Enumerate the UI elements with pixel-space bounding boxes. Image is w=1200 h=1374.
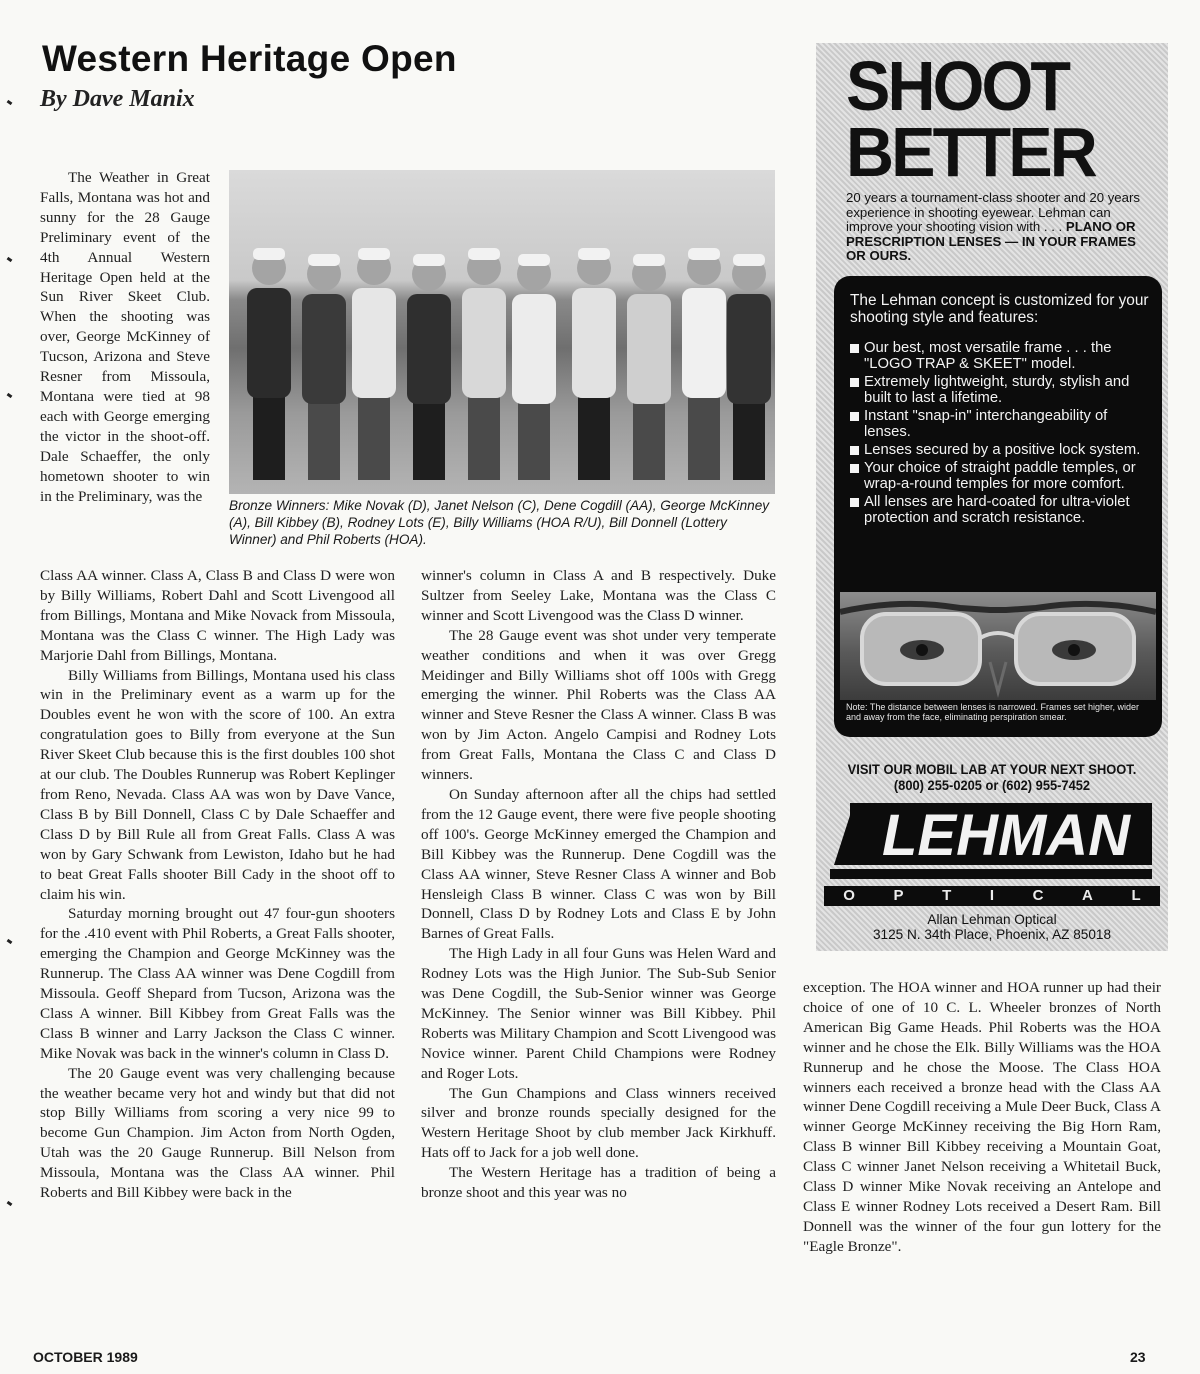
person-figure (462, 248, 506, 480)
optical-letter-bar (824, 886, 1160, 906)
ad-phone-numbers: (800) 255-0205 or (602) 955-7452 (893, 777, 1091, 793)
article-paragraph: The Gun Champions and Class winners received silver and bronze rounds specially designed for the Western Heritage Shoot by club member Jack Kirkhuff. Hats off to Jack for a job well done. (421, 1084, 776, 1162)
optical-letter: C (1032, 887, 1044, 904)
ad-intro (846, 191, 1156, 264)
ad-feature-text: Lenses secured by a positive lock system. (864, 442, 1141, 458)
article-paragraph: Class AA winner. Class A, Class B and Class D were won by Billy Williams, Robert Dahl and Scott Livengood all from Billings, Montana and Mike Novack from Missoula, Montana was the Class C winner. The High Lady was Marjorie Dahl from Billings, Montana. (40, 567, 395, 664)
lehman-optical-advertisement (816, 43, 1168, 951)
square-bullet-icon (850, 412, 859, 421)
ad-feature-item (848, 408, 1154, 440)
optical-letter: P (893, 887, 904, 904)
article-paragraph: On Sunday afternoon after all the chips had settled from the 12 Gauge event, there were five people shooting off 100's. George McKinney emerged the Champion and Bill Kibbey was the Runnerup. Dene Cogdill was the Class AA winner, Steve Resner Class A winner and Bob Hensleigh Class B winner. Class C was won by Bill Donnell, Class D by Rodney Lots and Class E by John Barnes of Great Falls. (421, 785, 776, 943)
ad-street-address: 3125 N. 34th Place, Phoenix, AZ 85018 (872, 927, 1112, 942)
ad-visit-block (830, 761, 1154, 793)
article-title: Western Heritage Open (42, 38, 457, 79)
ad-note: Note: The distance between lenses is narrowed. Frames set higher, wider and away from the face, eliminating perspiration smear. (846, 702, 1139, 722)
lehman-logo (830, 801, 1152, 883)
ad-feature-text: Instant "snap-in" interchangeability of lenses. (864, 408, 1108, 440)
ad-feature-text: Your choice of straight paddle temples, or wrap-a-round temples for more comfort. (864, 460, 1136, 492)
optical-letter: T (942, 887, 952, 904)
ad-address (816, 912, 1168, 942)
margin-mark (7, 1201, 13, 1206)
ad-intro-bold: PLANO OR PRESCRIPTION LENSES — IN YOUR FRAMES OR OURS. (846, 219, 1136, 264)
person-figure (247, 248, 291, 480)
photo-illustration (229, 170, 775, 494)
margin-mark (7, 939, 13, 944)
article-column-1 (40, 566, 395, 1203)
article-paragraph: exception. The HOA winner and HOA runner up had their choice of one of 10 C. L. Wheeler bronzes of North American Big Game Heads. Phil Roberts was the HOA winner and he chose the Elk. Billy Williams was the HOA Runnerup and he chose the Moose. The Class HOA winners each received a bronze head with the Class AA winner Dene Cogdill receiving a Mule Deer Buck, Class A winner George McKinney receiving the Big Horn Ram, Class B winner Bill Kibbey receiving a Mountain Goat, Class C winner Janet Nelson receiving a Whitetail Buck, Class D winner Mike Novak receiving an Antelope and Class E winner Rodney Lots received a Desert Ram. Bill Donnell was the winner of the four gun lottery for the "Eagle Bronze". (803, 979, 1161, 1255)
bronze-winners-photo (229, 170, 775, 494)
ad-headline-line: BETTER (846, 113, 1095, 191)
article-paragraph: The 28 Gauge event was shot under very temperate weather conditions and when it was over Gregg Meidinger and Billy Williams shot off 100s with Gregg emerging the winner. Phil Roberts was the Class AA winner and Steve Resner the Class A winner. Class B was won by Jim Acton. Angelo Campisi and Rodney Lots from Great Falls, Montana the Class C and Class D winners. (421, 626, 776, 784)
square-bullet-icon (850, 498, 859, 507)
page-number: 23 (1130, 1349, 1146, 1365)
article-paragraph: Billy Williams from Billings, Montana used his class win in the Preliminary event as a warm up for the Doubles event he won with the score of 100. An extra congratulation goes to Billy from everyone at the Sun River Skeet Club because this is the first doubles 100 shot at our club. The Doubles Runnerup was Robert Keplinger from Reno, Nevada. Class AA was won by Dave Vance, Class B by Bill Donnell, Class C by Dale Schaeffer and Class D by Bill Rule all from Great Falls. Class A was won by Gary Schwank from Lewiston, Idaho but he had to beat Great Falls shooter Bill Cady in the shoot off to claim his win. (40, 666, 395, 903)
article-byline: By Dave Manix (40, 86, 195, 112)
person-figure (352, 248, 396, 480)
ad-feature-item (848, 374, 1154, 406)
article-paragraph: The High Lady in all four Guns was Helen Ward and Rodney Lots was the High Junior. The Sub-Sub Senior was Dene Cogdill, the Sub-Senior winner was George McKinney. The Senior winner was Bill Kibbey. Phil Roberts was Military Champion and Scott Livengood was Novice winner. Parent Child Champions were Rodney and Roger Lots. (421, 945, 776, 1082)
optical-letter: L (1131, 887, 1141, 904)
article-column-1-top (40, 168, 210, 506)
article-paragraph: The Western Heritage has a tradition of being a bronze shoot and this year was no (421, 1164, 776, 1202)
ad-feature-item (848, 460, 1154, 492)
lehman-logo-text: LEHMAN (881, 803, 1131, 868)
article-column-3 (803, 978, 1161, 1257)
square-bullet-icon (850, 378, 859, 387)
photo-caption: Bronze Winners: Mike Novak (D), Janet Nelson (C), Dene Cogdill (AA), George McKinney (A), Bill Kibbey (B), Rodney Lots (E), Billy Williams (HOA R/U), Bill Donnell (Lottery Winner) and Phil Roberts (HOA). (229, 498, 770, 547)
ad-company-name: Allan Lehman Optical (927, 912, 1057, 927)
ad-feature-text: Our best, most versatile frame . . . the "LOGO TRAP & SKEET" model. (864, 340, 1112, 372)
person-figure (682, 248, 726, 480)
article-paragraph: Saturday morning brought out 47 four-gun shooters for the .410 event with Phil Roberts, a Great Falls shooter, emerging the Champion and George McKinney was the Runnerup. The Class AA winner was Dene Cogdill from Missoula. Geoff Shepard from Tucson, Arizona was the Class A winner. Bill Kibbey from Great Falls was the Class B winner and Larry Jackson the Class C winner. Mike Novak was back in the winner's column in Class D. (40, 905, 395, 1062)
optical-letter: A (1082, 887, 1093, 904)
ad-visit-line: VISIT OUR MOBIL LAB AT YOUR NEXT SHOOT. (847, 761, 1137, 777)
ad-feature-text: All lenses are hard-coated for ultra-violet protection and scratch resistance. (864, 494, 1130, 526)
person-figure (512, 254, 556, 480)
square-bullet-icon (850, 446, 859, 455)
optical-letter: O (843, 887, 855, 904)
person-figure (572, 248, 616, 480)
ad-feature-item (848, 340, 1154, 372)
article-column-2 (421, 566, 776, 1203)
square-bullet-icon (850, 464, 859, 473)
ad-concept: The Lehman concept is customized for your shooting style and features: (850, 292, 1149, 326)
ad-headline-line: SHOOT (846, 47, 1069, 125)
margin-mark (7, 393, 13, 398)
person-figure (302, 254, 346, 480)
person-figure (627, 254, 671, 480)
optical-letter: I (989, 887, 995, 904)
person-figure (727, 254, 771, 480)
article-paragraph: winner's column in Class A and B respectively. Duke Sultzer from Seeley Lake, Montana was the Class C winner and Scott Livengood was the Class D winner. (421, 567, 776, 624)
ad-feature-item (848, 442, 1154, 458)
article-paragraph: The 20 Gauge event was very challenging because the weather became very hot and windy but that did not stop Billy Williams from scoring a very nice 99 to become Gun Champion. Jim Acton from North Ogden, Utah was the 20 Gauge Runnerup. Bill Nelson from Missoula, Montana was the Class AA winner. Phil Roberts and Bill Kibbey were back in the (40, 1064, 395, 1202)
eyewear-illustration (840, 592, 1156, 700)
ad-headline (846, 47, 1095, 191)
ad-intro-text: 20 years a tournament-class shooter and 20 years experience in shooting eyewear. Lehman can improve your shooting vision with . . . (846, 190, 1140, 235)
square-bullet-icon (850, 344, 859, 353)
glasses-photo (840, 592, 1156, 700)
margin-mark (7, 257, 13, 262)
margin-mark (7, 100, 13, 105)
ad-feature-text: Extremely lightweight, sturdy, stylish and built to last a lifetime. (864, 374, 1130, 406)
ad-feature-item (848, 494, 1154, 526)
ad-feature-list (848, 340, 1154, 528)
ad-feature-panel (834, 276, 1162, 737)
person-figure (407, 254, 451, 480)
issue-date: OCTOBER 1989 (33, 1349, 138, 1365)
article-paragraph: The Weather in Great Falls, Montana was hot and sunny for the 28 Gauge Preliminary event of the 4th Annual Western Heritage Open held at the Sun River Skeet Club. When the shooting was over, George McKinney of Tucson, Arizona and Steve Resner from Missoula, Montana were tied at 98 each with George emerging the victor in the shoot-off. Dale Schaeffer, the only hometown shooter to win in the Preliminary, was the (40, 169, 210, 505)
